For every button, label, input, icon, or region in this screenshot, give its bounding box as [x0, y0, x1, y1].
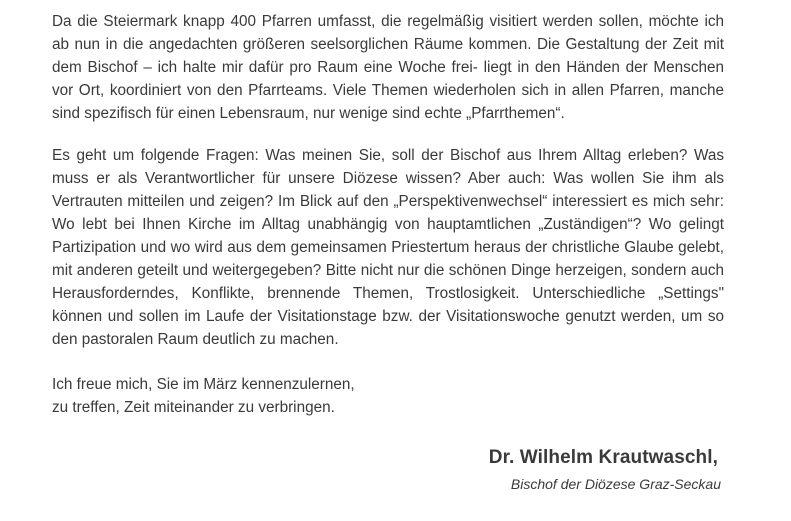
paragraph-questions: Es geht um folgende Fragen: Was meinen Sie, soll der Bischof aus Ihrem Alltag erleben? Was muss er als Verantwortlicher für unsere Diözese wissen? Aber auch: Was wollen Sie ihm als Vertrauten mitteilen und zeigen? Im Blick auf den „Perspektivenwechsel“ interessiert es mich sehr: Wo lebt bei Ihnen Kirche im Alltag unabhängig von hauptamtlichen „Zuständigen“? Wo gelingt Partizipation und wo wird aus dem gemeinsamen Priestertum heraus der christliche Glaube gelebt, mit anderen geteilt und weitergegeben? Bitte nicht nur die schönen Dinge herzeigen, sondern auch Herausforderndes, Konflikte, brennende Themen, Trostlosigkeit. Unterschiedliche „Settings" können und sollen im Laufe der Visitationstage bzw. der Visitationswoche genutzt werden, um so den pastoralen Raum deutlich zu machen.: [52, 147, 724, 348]
letter-body: [52, 10, 724, 419]
closing-line-1: Ich freue mich, Sie im März kennenzulernen,: [52, 376, 355, 393]
closing-lines: [52, 373, 724, 419]
closing-line-2: zu treffen, Zeit miteinander zu verbringen.: [52, 399, 335, 416]
signature-block: [489, 447, 721, 492]
paragraph-intro: Da die Steiermark knapp 400 Pfarren umfasst, die regelmäßig visitiert werden sollen, möchte ich ab nun in die angedachten größeren seelsorglichen Räume kommen. Die Gestaltung der Zeit mit dem Bischof – ich halte mir dafür pro Raum eine Woche frei- liegt in den Händen der Menschen vor Ort, koordiniert von den Pfarrteams. Viele Themen wiederholen sich in allen Pfarren, manche sind spezifisch für einen Lebensraum, nur wenige sind echte „Pfarrthemen“.: [52, 13, 724, 122]
signature-title: Bischof der Diözese Graz-Seckau: [510, 476, 721, 492]
signature-name: Dr. Wilhelm Krautwaschl,: [488, 447, 718, 468]
